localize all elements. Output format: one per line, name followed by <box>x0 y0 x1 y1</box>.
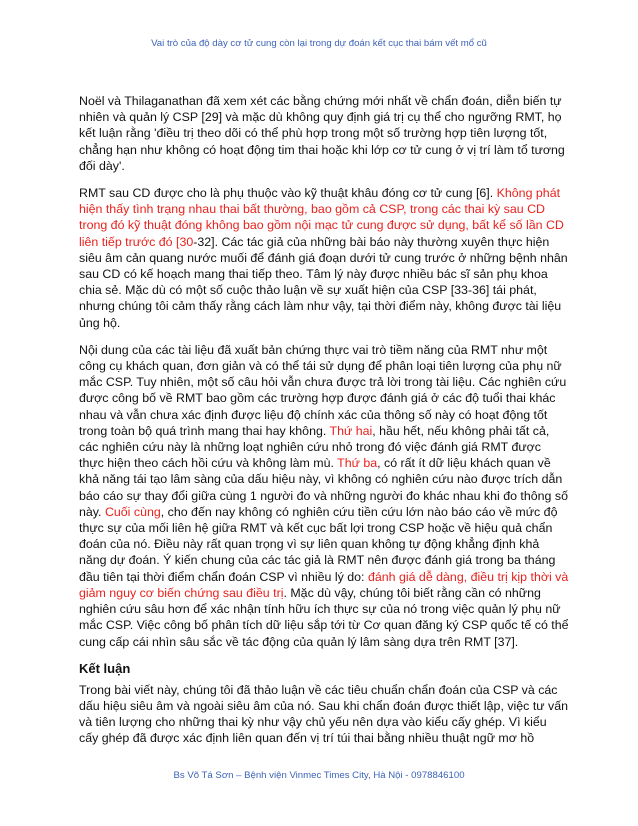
conclusion-heading: Kết luận <box>79 660 131 676</box>
highlight-third: Thứ ba <box>337 456 378 471</box>
paragraph-1: Noël và Thilaganathan đã xem xét các bằng chứng mới nhất về chẩn đoán, diễn biến tự nhiên và quản lý CSP [29] và mặc dù không quy định giá trị cụ thể cho ngưỡng RMT, họ kết luận rằng 'điều trị theo dõi có thể phù hợp trong một số trường hợp tiên lượng tốt, chẳng hạn như không có hoạt động tim thai hoặc khi lớp cơ tử cung ở vị trí làm tổ tương đối dày'. <box>79 94 565 173</box>
paragraph-3 <box>79 342 569 650</box>
page-footer: Bs Võ Tá Sơn – Bệnh viện Vinmec Times City, Hà Nội - 0978846100 <box>173 770 465 781</box>
paragraph-2-text-c: -32]. Các tác giả của những bài báo này thường xuyên thực hiện siêu âm cản quang nước muối để đánh giá đoạn dưới tử cung trước ở những bệnh nhân sau CD có kế hoạch mang thai tiếp theo. Tâm lý này được nhiều bác sĩ sản phụ khoa chia sẻ. Mặc dù có một số cuộc thảo luận về sự xuất hiện của CSP [33-36] tái phát, nhưng chúng tôi cảm thấy rằng cách làm như vậy, tại thời điểm này, không được tài liệu ủng hộ. <box>79 234 568 330</box>
paragraph-3-text-a: Nội dung của các tài liệu đã xuất bản chứng thực vai trò tiềm năng của RMT như một công cụ khách quan, đơn giản và có thể tái sử dụng để phân loại tiên lượng của phụ nữ mắc CSP. Tuy nhiên, một số câu hỏi vẫn chưa được trả lời trong tài liệu. Các nghiên cứu được công bố về RMT bao gồm các trường hợp được đánh giá ở các độ tuổi thai khác nhau và vẫn chưa xác định được liệu độ chính xác của thông số này có hoạt động tốt trong toàn bộ quá trình mang thai hay không. <box>79 342 567 438</box>
document-body <box>79 93 569 758</box>
paragraph-3-text-c: , hầu hết, nếu không phải tất cả, các nghiên cứu này là những loạt nghiên cứu nhỏ trong đó việc đánh giá RMT được thực hiện theo cách hồi cứu và không làm mù. <box>79 423 550 471</box>
paragraph-2 <box>79 185 569 331</box>
paragraph-2-highlight: Không phát hiện thấy tình trạng nhau thai bất thường, bao gồm cả CSP, trong các thai kỳ sau CD trong đó kỹ thuật đóng không bao gồm nội mạc tử cung được sử dụng, bất kể số lần CD liên tiếp trước đó [30 <box>79 186 564 249</box>
paragraph-2-text-a: RMT sau CD được cho là phụ thuộc vào kỹ thuật khâu đóng cơ tử cung [6]. <box>79 186 497 201</box>
page-header: Vai trò của độ dày cơ tử cung còn lại trong dự đoán kết cục thai bám vết mổ cũ <box>151 38 487 49</box>
paragraph-3-text-e: , có rất ít dữ liệu khách quan về khả năng tái tạo lâm sàng của dấu hiệu này, vì không có nghiên cứu nào được trích dẫn báo cáo sự thay đổi giữa cùng 1 người đo và những người đo khác nhau khi đo thông số này. <box>79 456 568 519</box>
highlight-second: Thứ hai <box>329 423 373 438</box>
paragraph-3-text-g: , cho đến nay không có nghiên cứu tiền cứu lớn nào báo cáo về mức độ thực sự của mối liên hệ giữa RMT và kết cục bất lợi trong CSP hoặc về hiệu quả chẩn đoán của nó. Điều này rất quan trọng vì sự liên quan không tự động khẳng định khả năng dự đoán. Ý kiến chung của các tác giả là RMT nên được đánh giá trong ba tháng đầu tiên tại thời điểm chẩn đoán CSP vì nhiều lý do: <box>79 504 558 584</box>
paragraph-3-text-i: . Mặc dù vậy, chúng tôi biết rằng cần có những nghiên cứu sâu hơn để xác nhận tính hữu ích thực sự của nó trong việc quản lý phụ nữ mắc CSP. Việc công bố phân tích dữ liệu sắp tới từ Cơ quan đăng ký CSP quốc tế có thể cung cấp cái nhìn sâu sắc về tác động của quản lý lâm sàng dựa trên RMT [37]. <box>79 585 569 649</box>
highlight-reasons: đánh giá dễ dàng, điều trị kịp thời và giảm nguy cơ biến chứng sau điều trị <box>79 569 569 600</box>
conclusion-paragraph: Trong bài viết này, chúng tôi đã thảo luận về các tiêu chuẩn chẩn đoán của CSP và các dấu hiệu siêu âm và ngoài siêu âm của nó. Sau khi chẩn đoán được thiết lập, việc tư vấn và tiên lượng cho những thai kỳ như vậy chủ yếu nên dựa vào kiểu cấy ghép. Vì kiểu cấy ghép đã được xác định liên quan đến vị trí túi thai bằng nhiều thuật ngữ mơ hồ <box>79 682 568 746</box>
highlight-finally: Cuối cùng <box>104 504 161 519</box>
